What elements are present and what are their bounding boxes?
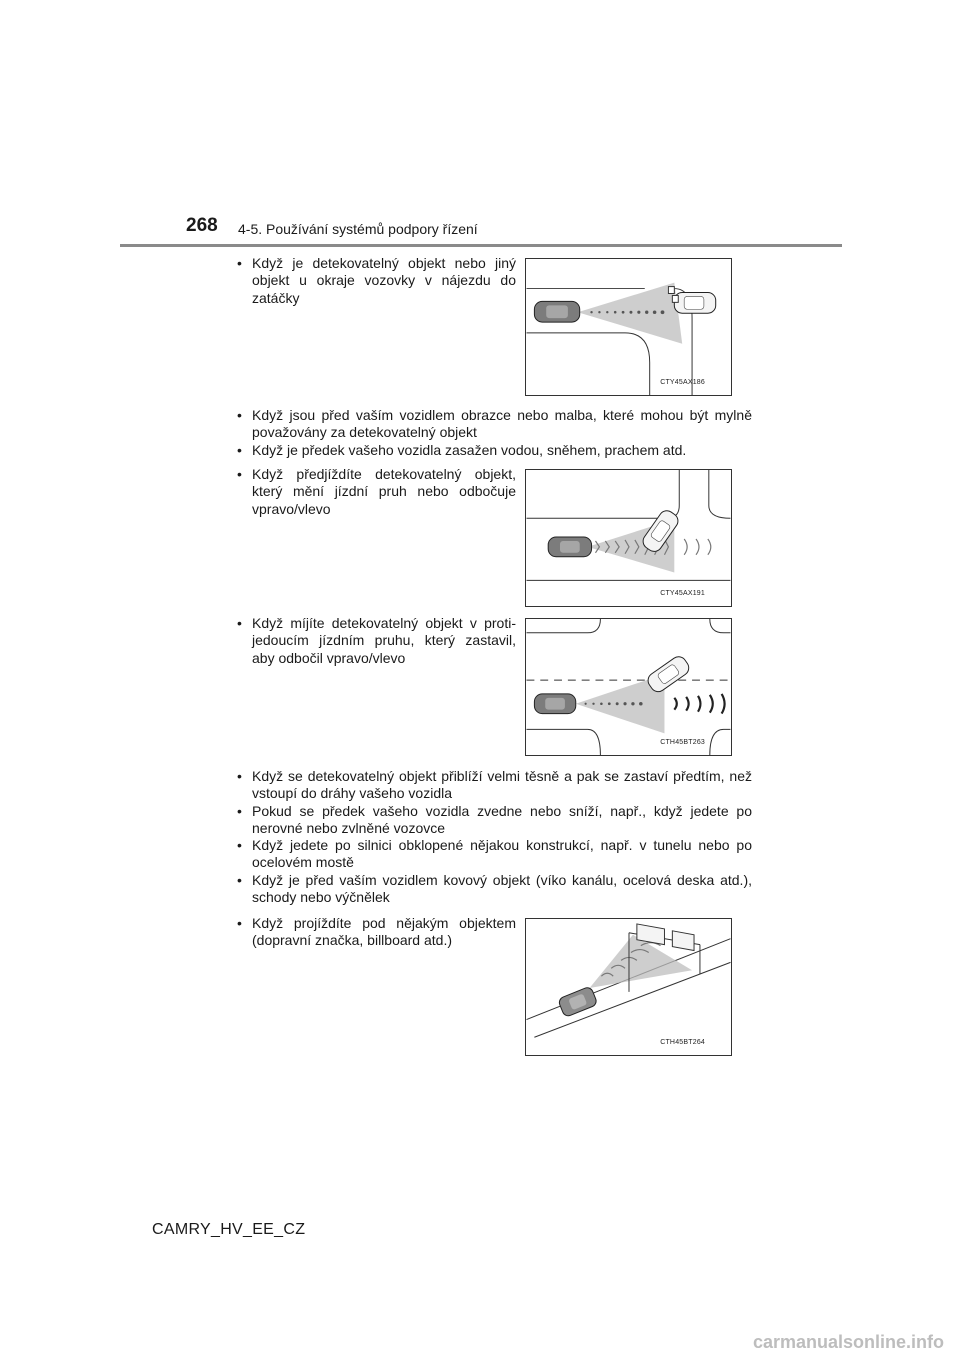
figure-code: CTH45BT263 <box>660 739 705 746</box>
oncoming-lane-illustration <box>526 619 731 755</box>
lane-change-illustration <box>526 470 731 606</box>
block-3 <box>232 466 516 518</box>
block-6 <box>232 915 516 950</box>
figure-oncoming-lane <box>525 618 732 756</box>
roadside-object <box>672 295 678 302</box>
block-2 <box>232 407 752 459</box>
block-4 <box>232 615 516 667</box>
bullet-item: • Když se detekovatelný objekt přiblíží velmi těsně a pak se zastaví předtím, než vstoupí do dráhy vašeho vozidla <box>232 768 752 803</box>
bullet-item: • Když předjíždíte detekovatelný objekt, který mění jízdní pruh nebo odbočuje vpravo/vlevo <box>232 466 516 518</box>
watermark: carmanualsonline.info <box>752 1332 944 1352</box>
curve-road-illustration <box>526 259 731 395</box>
bullet-item: • Když je před vaším vozidlem kovový objekt (víko kanálu, ocelová deska atd.), schody nebo výčnělek <box>232 872 752 907</box>
model-code: CAMRY_HV_EE_CZ <box>152 1221 306 1238</box>
block-1 <box>232 255 516 307</box>
figure-code: CTH45BT264 <box>660 1039 705 1046</box>
overhead-object-illustration <box>526 919 731 1055</box>
roadside-object <box>668 287 674 294</box>
bullet-item: • Když jedete po silnici obklopené nějakou konstrukcí, např. v tunelu nebo po ocelovém mostě <box>232 837 752 872</box>
header-rule <box>120 244 842 247</box>
block-5 <box>232 768 752 906</box>
figure-curve-road <box>525 258 732 396</box>
bullet-item: • Když je předek vašeho vozidla zasažen vodou, sněhem, prachem atd. <box>232 442 752 459</box>
figure-lane-change <box>525 469 732 607</box>
page-number: 268 <box>186 215 218 236</box>
bullet-item: • Když projíždíte pod nějakým objektem (dopravní značka, billboard atd.) <box>232 915 516 950</box>
figure-overhead-object <box>525 918 732 1056</box>
bullet-item: • Když míjíte detekovatelný objekt v proti-jedoucím jízdním pruhu, který zastavil, aby odbočil vpravo/vlevo <box>232 615 516 667</box>
bullet-item: • Když je detekovatelný objekt nebo jiný objekt u okraje vozovky v nájezdu do zatáčky <box>232 255 516 307</box>
bullet-item: • Když jsou před vaším vozidlem obrazce nebo malba, které mohou být mylně považovány za detekovatelný objekt <box>232 407 752 442</box>
overhead-sign <box>672 931 694 951</box>
bullet-item: • Pokud se předek vašeho vozidla zvedne nebo sníží, např., když jedete po nerovné nebo zvlněné vozovce <box>232 803 752 838</box>
section-title: 4-5. Používání systémů podpory řízení <box>238 221 478 237</box>
figure-code: CTY45AX191 <box>660 590 705 597</box>
figure-code: CTY45AX186 <box>660 379 705 386</box>
